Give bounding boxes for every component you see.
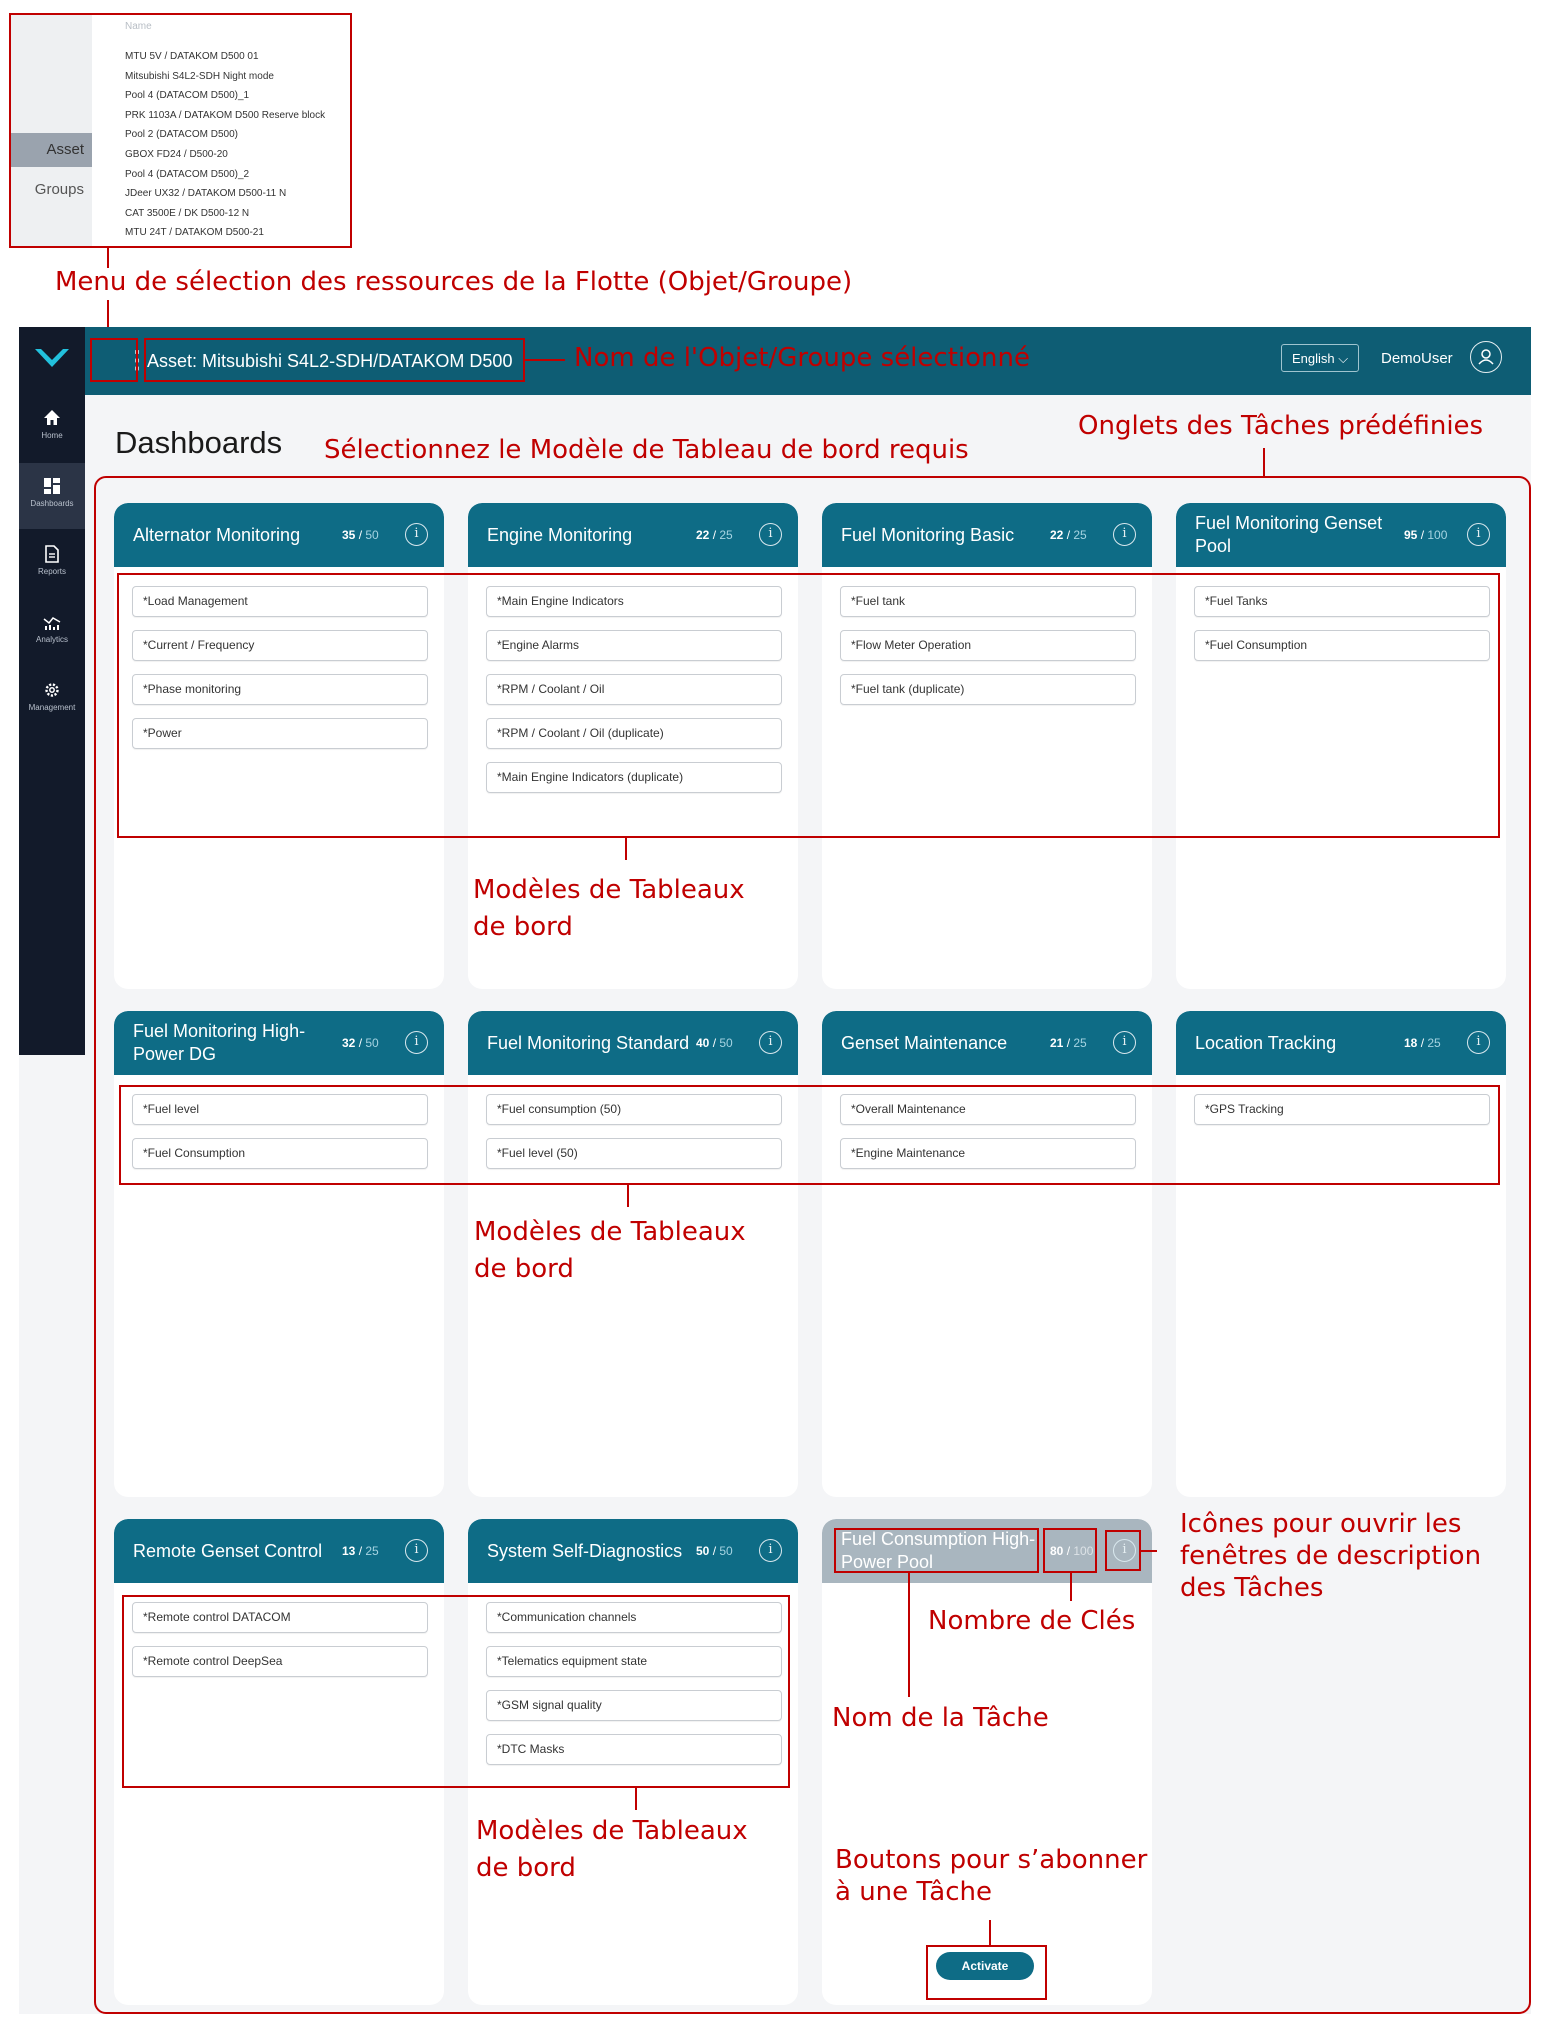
dashboard-template[interactable]: *Fuel level (50) bbox=[486, 1138, 782, 1169]
dashboard-template[interactable]: *Phase monitoring bbox=[132, 674, 428, 705]
dashboard-template[interactable]: *RPM / Coolant / Oil (duplicate) bbox=[486, 718, 782, 749]
language-value: English bbox=[1291, 351, 1335, 366]
asset-list-item[interactable]: Pool 4 (DATACOM D500)_2 bbox=[125, 168, 250, 180]
info-icon[interactable]: i bbox=[1467, 523, 1490, 546]
templates-highlight bbox=[122, 1595, 790, 1788]
task-name: Fuel Consumption High-Power Pool bbox=[841, 1529, 1036, 1572]
key-count: 50 / 50 bbox=[696, 1544, 733, 1558]
dashboard-template[interactable]: *Remote control DeepSea bbox=[132, 1646, 428, 1677]
key-count: 35 / 50 bbox=[342, 528, 379, 542]
dashboard-template[interactable]: *Fuel Consumption bbox=[1194, 630, 1490, 661]
dashboard-template[interactable]: *Fuel level bbox=[132, 1094, 428, 1125]
key-count-max: 50 bbox=[365, 1036, 379, 1050]
key-count: 13 / 25 bbox=[342, 1544, 379, 1558]
nav-home[interactable] bbox=[19, 395, 85, 461]
page-title: Dashboards bbox=[115, 425, 283, 460]
nav-label: Management bbox=[28, 703, 76, 712]
annotation-select-template: Sélectionnez le Modèle de Tableau de bord requis bbox=[324, 435, 969, 465]
annotation-connector bbox=[1141, 1550, 1157, 1552]
annotation-connector bbox=[627, 1185, 629, 1207]
menu-button-highlight bbox=[90, 338, 138, 382]
language-select[interactable] bbox=[1281, 344, 1359, 372]
annotation-buttons: Boutons pour s’abonner à une Tâche bbox=[835, 1845, 1148, 1907]
selected-asset-title: Asset: Mitsubishi S4L2-SDH/DATAKOM D500 bbox=[147, 351, 513, 371]
dashboard-template[interactable]: *Engine Alarms bbox=[486, 630, 782, 661]
key-count-max: 25 bbox=[1427, 1036, 1441, 1050]
annotation-connector bbox=[635, 1788, 637, 1810]
task-name: Fuel Monitoring Genset Pool bbox=[1195, 513, 1383, 556]
user-name[interactable]: DemoUser bbox=[1381, 350, 1453, 367]
key-count-used: 32 bbox=[342, 1036, 356, 1050]
asset-menu-button[interactable]: ⋮ bbox=[125, 347, 149, 374]
asset-list-item[interactable]: CAT 3500E / DK D500-12 N bbox=[125, 207, 250, 219]
key-count-max: 50 bbox=[719, 1036, 733, 1050]
annotation-task-name: Nom de la Tâche bbox=[832, 1703, 1049, 1733]
dashboard-template[interactable]: *Main Engine Indicators (duplicate) bbox=[486, 762, 782, 793]
dashboard-template[interactable]: *Fuel tank bbox=[840, 586, 1136, 617]
dashboard-template[interactable]: *Engine Maintenance bbox=[840, 1138, 1136, 1169]
key-count: 80 / 100 bbox=[1050, 1544, 1094, 1558]
key-count-max: 25 bbox=[1073, 528, 1087, 542]
annotation-connector bbox=[908, 1573, 910, 1697]
annotation-tabs: Onglets des Tâches prédéfinies bbox=[1078, 411, 1484, 441]
asset-title-highlight bbox=[144, 338, 525, 382]
nav-dashboards[interactable] bbox=[19, 463, 85, 529]
key-count-used: 21 bbox=[1050, 1036, 1064, 1050]
annotation-icons: Icônes pour ouvrir les fenêtres de description des Tâches bbox=[1180, 1509, 1482, 1603]
info-icon-highlight bbox=[1105, 1530, 1141, 1571]
key-count-max: 50 bbox=[719, 1544, 733, 1558]
dashboard-template[interactable]: *Power bbox=[132, 718, 428, 749]
templates-highlight bbox=[117, 573, 1500, 838]
dashboard-template[interactable]: *DTC Masks bbox=[486, 1734, 782, 1765]
nav-label: Reports bbox=[37, 567, 66, 576]
dashboard-template[interactable]: *Fuel tank (duplicate) bbox=[840, 674, 1136, 705]
nav-reports[interactable] bbox=[19, 531, 85, 597]
dashboard-template[interactable]: *Overall Maintenance bbox=[840, 1094, 1136, 1125]
task-name: Genset Maintenance bbox=[841, 1032, 1008, 1053]
annotation-connector bbox=[107, 248, 109, 268]
key-count-used: 95 bbox=[1404, 528, 1418, 542]
asset-list-item[interactable]: MTU 24T / DATAKOM D500-21 bbox=[125, 227, 264, 239]
popup-column-header: Name bbox=[125, 21, 152, 32]
user-icon bbox=[1471, 342, 1501, 372]
key-count-max: 25 bbox=[719, 528, 733, 542]
key-count-used: 50 bbox=[696, 1544, 710, 1558]
logo-icon bbox=[19, 327, 85, 395]
key-count-max: 100 bbox=[1073, 1544, 1094, 1558]
task-name: Engine Monitoring bbox=[487, 524, 633, 545]
annotation-templates: Modèles de Tableaux de bord bbox=[474, 1217, 746, 1284]
task-name: Fuel Monitoring Standard bbox=[487, 1032, 690, 1053]
info-icon[interactable]: i bbox=[1113, 1031, 1136, 1054]
task-name: Location Tracking bbox=[1195, 1032, 1337, 1053]
dashboard-template[interactable]: *Current / Frequency bbox=[132, 630, 428, 661]
key-count-used: 18 bbox=[1404, 1036, 1418, 1050]
key-count: 22 / 25 bbox=[696, 528, 733, 542]
key-count-highlight bbox=[1043, 1528, 1097, 1573]
task-name: Alternator Monitoring bbox=[133, 524, 301, 545]
popup-tab-asset[interactable]: Asset bbox=[9, 133, 92, 167]
key-count-max: 50 bbox=[365, 528, 379, 542]
asset-list-item[interactable]: GBOX FD24 / D500-20 bbox=[125, 148, 228, 160]
dashboard-template[interactable]: *Fuel Consumption bbox=[132, 1138, 428, 1169]
activate-button-highlight bbox=[926, 1945, 1047, 2000]
info-icon[interactable]: i bbox=[1113, 1539, 1136, 1562]
asset-list-item[interactable]: Mitsubishi S4L2-SDH Night mode bbox=[125, 70, 274, 82]
info-icon[interactable]: i bbox=[759, 1539, 782, 1562]
user-avatar[interactable] bbox=[1470, 341, 1502, 373]
key-count-max: 25 bbox=[1073, 1036, 1087, 1050]
key-count-used: 35 bbox=[342, 528, 356, 542]
templates-highlight bbox=[119, 1085, 1500, 1185]
info-icon[interactable]: i bbox=[1467, 1031, 1490, 1054]
task-name-highlight bbox=[834, 1528, 1039, 1573]
key-count: 95 / 100 bbox=[1404, 528, 1448, 542]
dashboard-template[interactable]: *Main Engine Indicators bbox=[486, 586, 782, 617]
activate-button[interactable]: Activate bbox=[936, 1952, 1034, 1980]
dashboard-icon bbox=[43, 477, 61, 495]
key-count-used: 13 bbox=[342, 1544, 356, 1558]
key-count-used: 40 bbox=[696, 1036, 710, 1050]
annotation-connector bbox=[1263, 448, 1265, 476]
nav-analytics[interactable] bbox=[19, 599, 85, 665]
dashboard-template[interactable]: *GSM signal quality bbox=[486, 1690, 782, 1721]
annotation-menu: Menu de sélection des ressources de la Flotte (Objet/Groupe) bbox=[55, 267, 853, 297]
report-icon bbox=[43, 545, 61, 563]
info-icon[interactable]: i bbox=[1113, 523, 1136, 546]
key-count-used: 22 bbox=[1050, 528, 1064, 542]
nav-management[interactable] bbox=[19, 667, 85, 733]
logo bbox=[19, 327, 85, 395]
key-count: 40 / 50 bbox=[696, 1036, 733, 1050]
key-count: 18 / 25 bbox=[1404, 1036, 1441, 1050]
nav-label: Analytics bbox=[35, 635, 68, 644]
home-icon bbox=[43, 409, 61, 427]
asset-list-item[interactable]: PRK 1103A / DATAKOM D500 Reserve block bbox=[125, 109, 326, 121]
key-count-used: 80 bbox=[1050, 1544, 1064, 1558]
asset-list-item[interactable]: JDeer UX32 / DATAKOM D500-11 N bbox=[125, 188, 287, 200]
annotation-connector bbox=[1070, 1573, 1072, 1601]
annotation-object-name: Nom de l'Objet/Groupe sélectionné bbox=[574, 343, 1030, 373]
dashboard-template[interactable]: *Fuel consumption (50) bbox=[486, 1094, 782, 1125]
key-count-max: 25 bbox=[365, 1544, 379, 1558]
dashboard-template[interactable]: *Telematics equipment state bbox=[486, 1646, 782, 1677]
task-name: System Self-Diagnostics bbox=[487, 1540, 683, 1561]
key-count-used: 22 bbox=[696, 528, 710, 542]
info-icon[interactable]: i bbox=[405, 1031, 428, 1054]
info-icon[interactable]: i bbox=[405, 1539, 428, 1562]
key-count: 22 / 25 bbox=[1050, 528, 1087, 542]
asset-list-item[interactable]: Pool 4 (DATACOM D500)_1 bbox=[125, 90, 250, 102]
key-count: 32 / 50 bbox=[342, 1036, 379, 1050]
annotation-templates: Modèles de Tableaux de bord bbox=[476, 1816, 748, 1883]
chevron-down-icon: ⌵ bbox=[1338, 351, 1349, 366]
nav-label: Dashboards bbox=[30, 499, 74, 508]
dashboard-template[interactable]: *Flow Meter Operation bbox=[840, 630, 1136, 661]
annotation-connector bbox=[625, 838, 627, 860]
key-count: 21 / 25 bbox=[1050, 1036, 1087, 1050]
key-count-max: 100 bbox=[1427, 528, 1448, 542]
sidebar bbox=[19, 395, 85, 1055]
dashboard-template[interactable]: *RPM / Coolant / Oil bbox=[486, 674, 782, 705]
analytics-icon bbox=[43, 613, 61, 631]
info-icon[interactable]: i bbox=[759, 1031, 782, 1054]
task-name: Fuel Monitoring Basic bbox=[841, 524, 1015, 545]
annotation-templates: Modèles de Tableaux de bord bbox=[473, 875, 745, 942]
dashboard-template[interactable]: *Remote control DATACOM bbox=[132, 1602, 428, 1633]
nav-label: Home bbox=[41, 431, 63, 440]
popup-tab-groups[interactable]: Groups bbox=[34, 181, 84, 198]
info-icon[interactable]: i bbox=[405, 523, 428, 546]
popup-highlight-box bbox=[9, 13, 352, 248]
info-icon[interactable]: i bbox=[759, 523, 782, 546]
annotation-keys: Nombre de Clés bbox=[928, 1606, 1136, 1636]
asset-list-item[interactable]: MTU 5V / DATAKOM D500 01 bbox=[125, 51, 259, 62]
annotation-connector bbox=[989, 1920, 991, 1945]
annotation-connector bbox=[525, 359, 565, 361]
task-name: Fuel Monitoring High-Power DG bbox=[133, 1021, 306, 1064]
gear-icon bbox=[43, 681, 61, 699]
dashboard-template[interactable]: *Fuel Tanks bbox=[1194, 586, 1490, 617]
task-name: Remote Genset Control bbox=[133, 1540, 323, 1561]
dashboard-template[interactable]: *GPS Tracking bbox=[1194, 1094, 1490, 1125]
dashboard-template[interactable]: *Communication channels bbox=[486, 1602, 782, 1633]
asset-list-item[interactable]: Pool 2 (DATACOM D500) bbox=[125, 129, 238, 141]
dashboard-template[interactable]: *Load Management bbox=[132, 586, 428, 617]
